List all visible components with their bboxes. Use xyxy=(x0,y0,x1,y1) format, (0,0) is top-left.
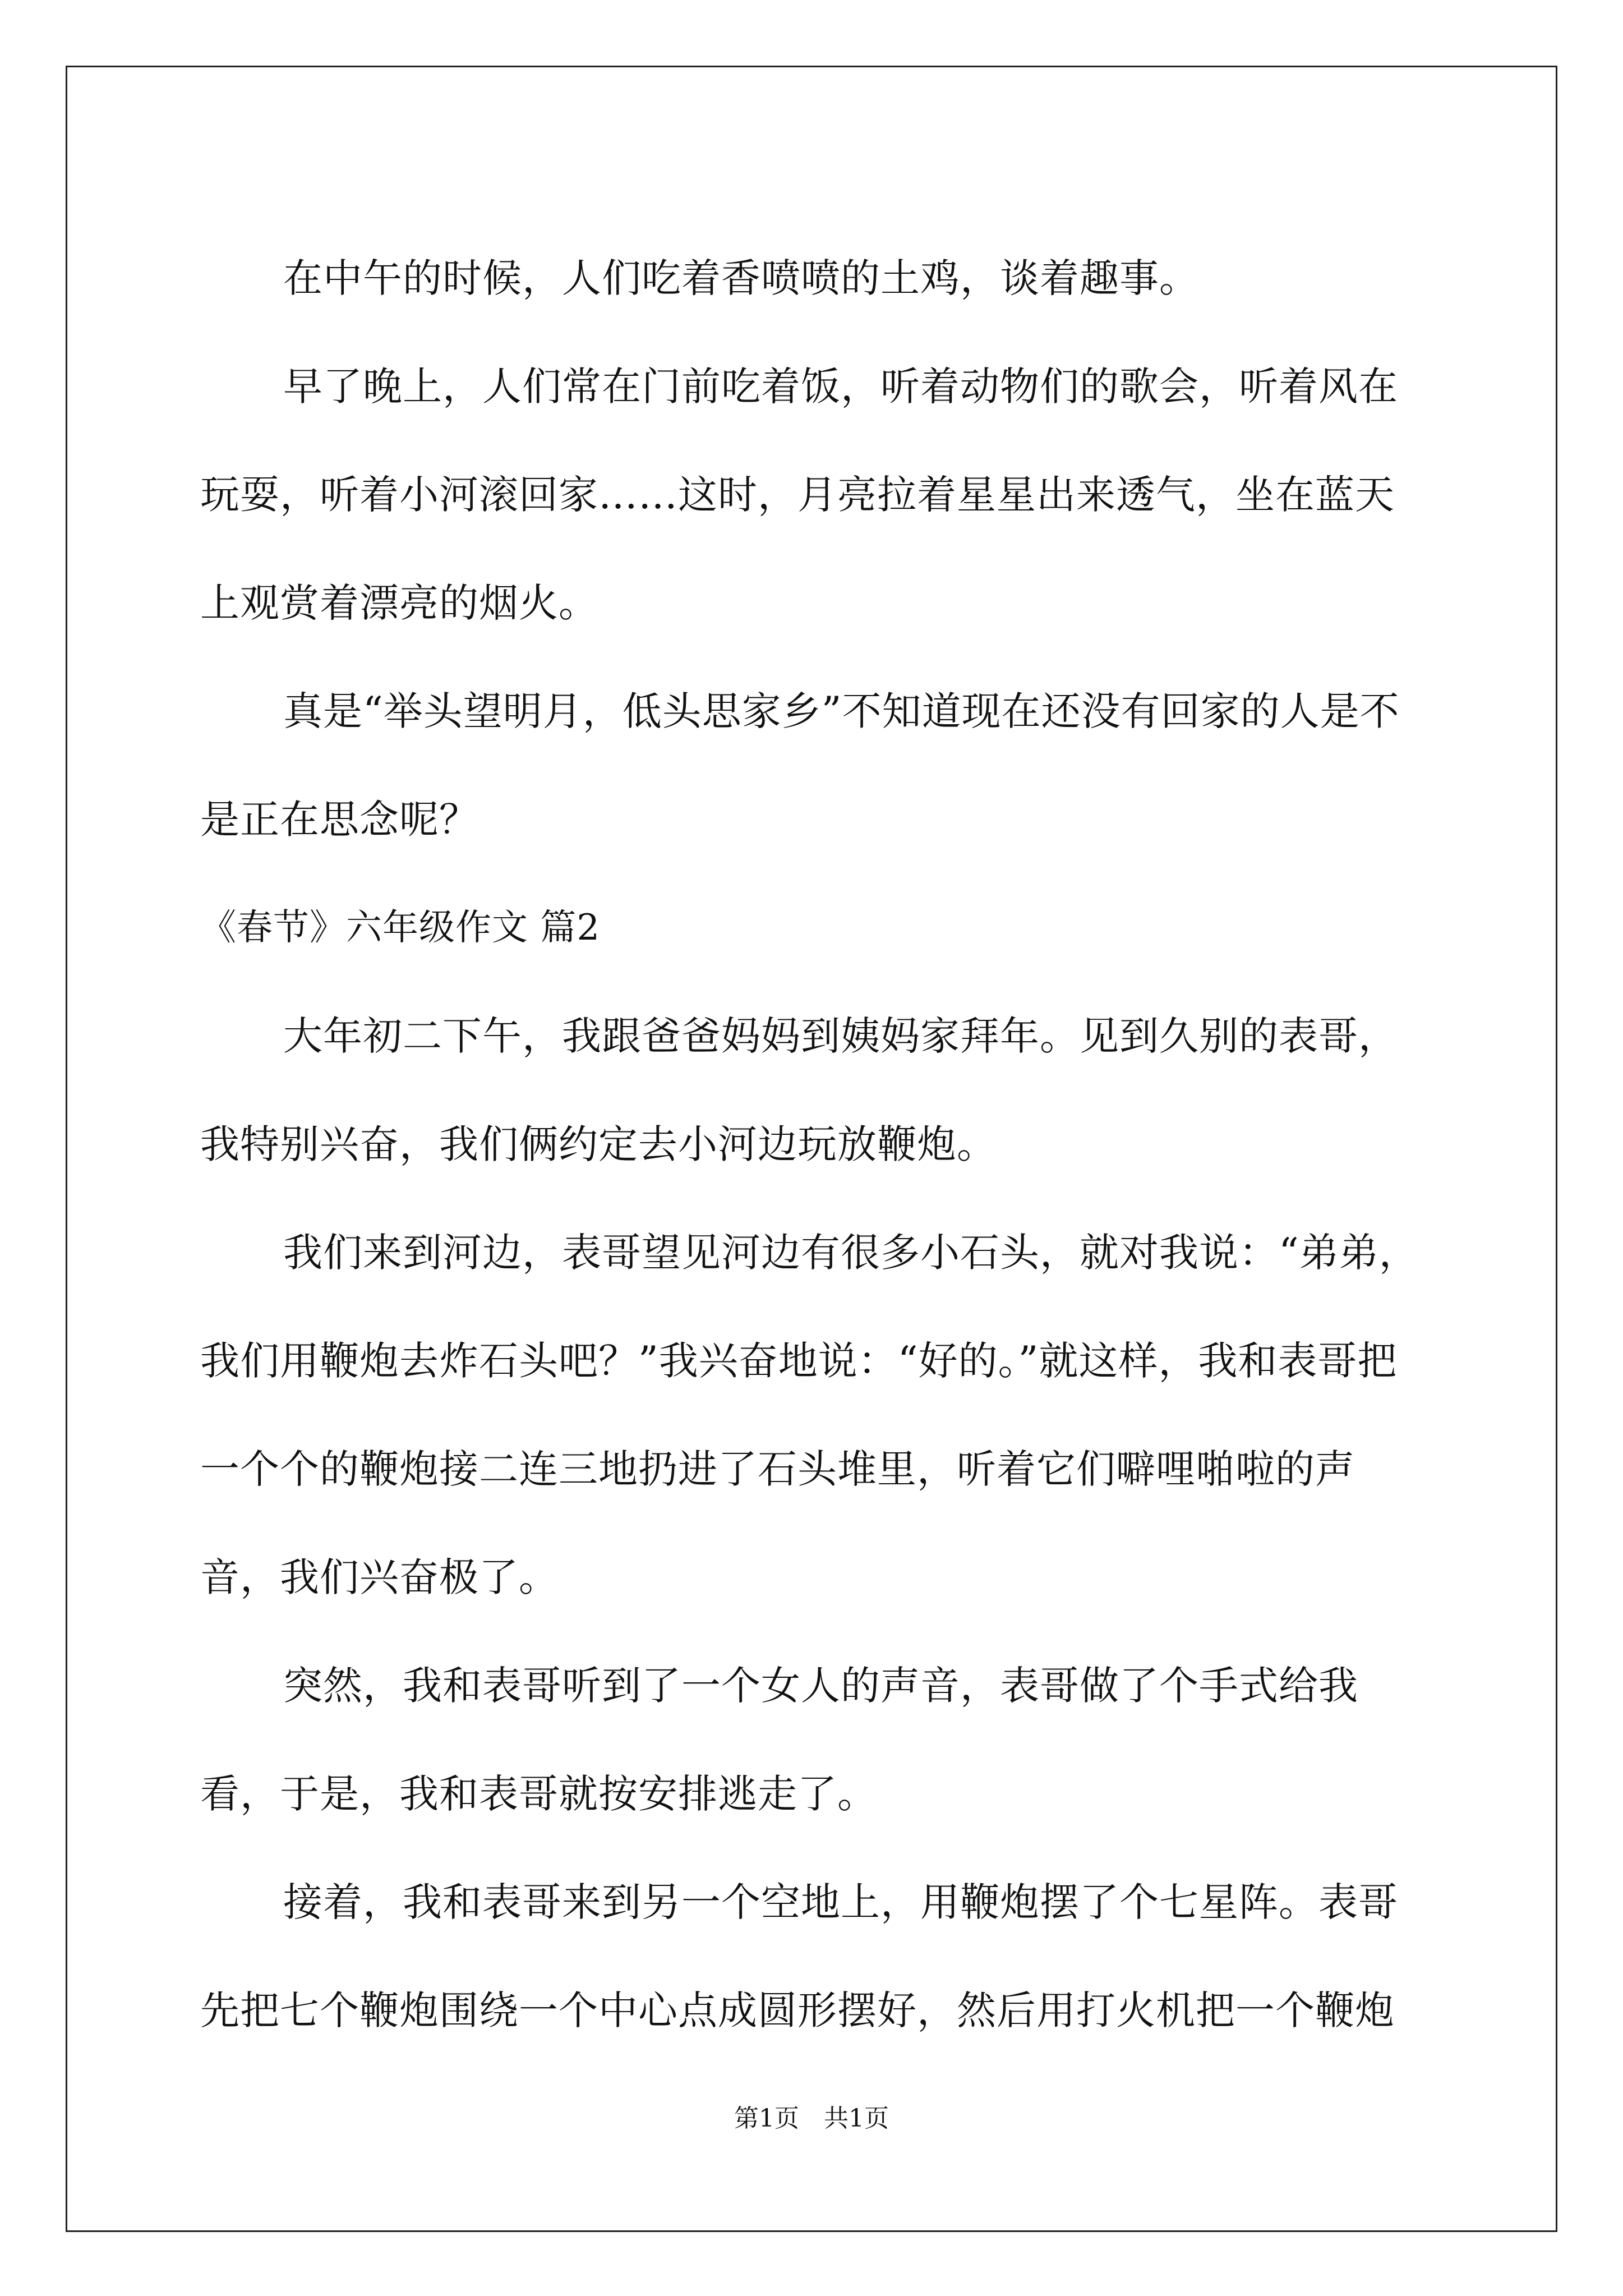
page-number-footer: 第1页 共1页 xyxy=(734,2104,889,2133)
section-heading: 《春节》六年级作文 篇2 xyxy=(200,907,601,949)
paragraph: 大年初二下午，我跟爸爸妈妈到姨妈家拜年。见到久别的表哥，我特别兴奋，我们俩约定去小河边玩放鞭炮。 xyxy=(200,1013,1398,1167)
paragraph: 突然，我和表哥听到了一个女人的声音，表哥做了个手式给我看，于是，我和表哥就按安排逃走了。 xyxy=(200,1663,1358,1817)
paragraph: 接着，我和表哥来到另一个空地上，用鞭炮摆了个七星阵。表哥先把七个鞭炮围绕一个中心点成圆形摆好，然后用打火机把一个鞭炮 xyxy=(200,1879,1398,2033)
paragraph: 真是“举头望明月，低头思家乡”不知道现在还没有回家的人是不是正在思念呢？ xyxy=(200,688,1400,843)
document-body xyxy=(200,224,1434,2065)
paragraph: 早了晚上，人们常在门前吃着饭，听着动物们的歌会，听着风在玩耍，听着小河滚回家……这时，月亮拉着星星出来透气，坐在蓝天上观赏着漂亮的烟火。 xyxy=(200,364,1398,626)
paragraph: 在中午的时候，人们吃着香喷喷的土鸡，谈着趣事。 xyxy=(283,255,1199,301)
paragraph: 我们来到河边，表哥望见河边有很多小石头，就对我说：“弟弟，我们用鞭炮去炸石头吧？”我兴奋地说：“好的。”就这样，我和表哥把一个个的鞭炮接二连三地扔进了石头堆里，听着它们噼哩啪啦的声音，我们兴奋极了。 xyxy=(200,1230,1419,1600)
